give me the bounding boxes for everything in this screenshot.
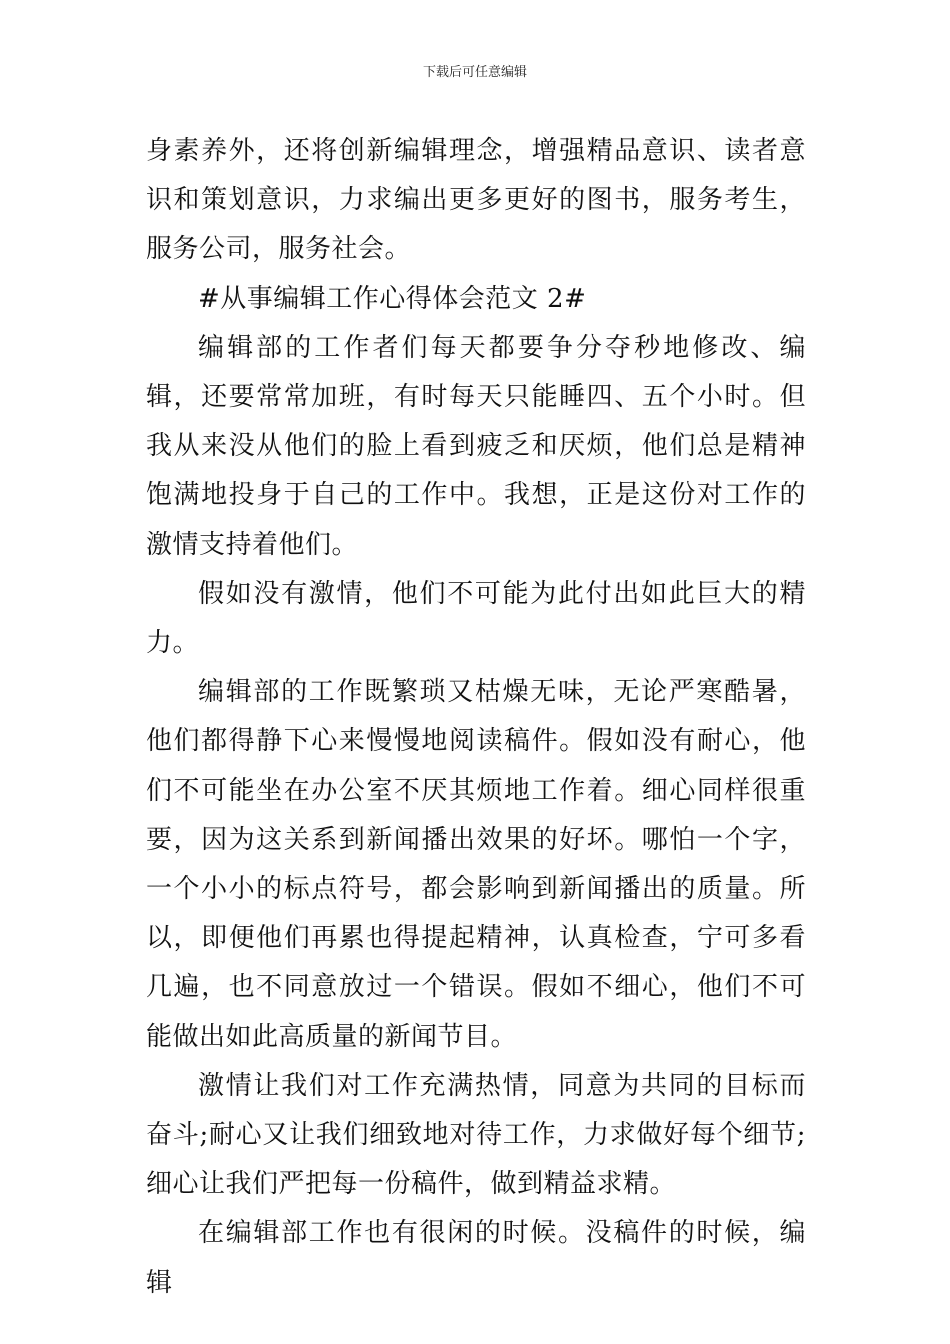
document-body	[146, 127, 806, 1308]
paragraph: 编辑部的工作者们每天都要争分夺秒地修改、编辑，还要常常加班，有时每天只能睡四、五个小时。但我从来没从他们的脸上看到疲乏和厌烦，他们总是精神饱满地投身于自己的工作中。我想，正是这份对工作的激情支持着他们。	[146, 332, 806, 560]
paragraph: 假如没有激情，他们不可能为此付出如此巨大的精力。	[146, 578, 806, 659]
section-heading: #从事编辑工作心得体会范文 2#	[198, 283, 587, 314]
paragraph: 编辑部的工作既繁琐又枯燥无味，无论严寒酷暑，他们都得静下心来慢慢地阅读稿件。假如没有耐心，他们不可能坐在办公室不厌其烦地工作着。细心同样很重要，因为这关系到新闻播出效果的好坏。哪怕一个字，一个小小的标点符号，都会影响到新闻播出的质量。所以，即便他们再累也得提起精神，认真检查，宁可多看几遍，也不同意放过一个错误。假如不细心，他们不可能做出如此高质量的新闻节目。	[146, 677, 806, 1052]
paragraph: 激情让我们对工作充满热情，同意为共同的目标而奋斗;耐心又让我们细致地对待工作，力求做好每个细节;细心让我们严把每一份稿件，做到精益求精。	[146, 1070, 806, 1200]
paragraph: 身素养外，还将创新编辑理念，增强精品意识、读者意识和策划意识，力求编出更多更好的图书，服务考生，服务公司，服务社会。	[146, 136, 806, 265]
paragraph: 在编辑部工作也有很闲的时候。没稿件的时候，编辑	[146, 1218, 806, 1298]
page-header: 下载后可任意编辑	[422, 65, 527, 80]
